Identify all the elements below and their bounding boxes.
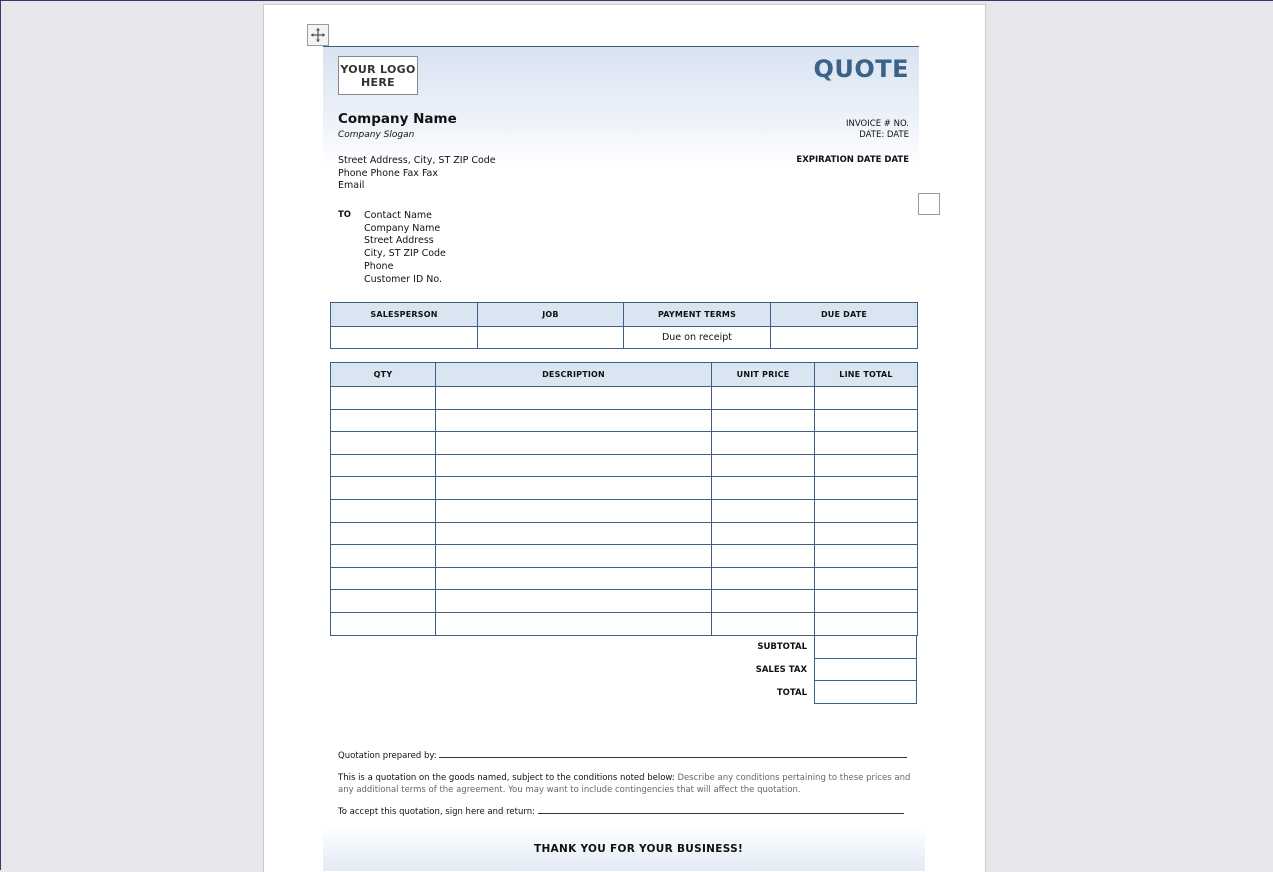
table-row: [331, 545, 918, 568]
qty-cell[interactable]: [331, 522, 436, 545]
qty-cell[interactable]: [331, 590, 436, 613]
unit-price-header: UNIT PRICE: [712, 363, 815, 387]
qty-cell[interactable]: [331, 499, 436, 522]
job-info-table: [330, 302, 918, 349]
prepared-by-line[interactable]: Quotation prepared by:: [338, 751, 907, 761]
salesperson-header: SALESPERSON: [331, 303, 478, 327]
unit-price-cell[interactable]: [712, 454, 815, 477]
company-name[interactable]: Company Name: [338, 111, 457, 127]
sales-tax-label: SALES TAX: [755, 665, 807, 675]
total-cell[interactable]: [815, 681, 917, 704]
to-label: TO: [338, 210, 352, 220]
thank-you-message: THANK YOU FOR YOUR BUSINESS!: [534, 843, 744, 855]
expiration-date[interactable]: EXPIRATION DATE DATE: [796, 155, 909, 165]
to-phone[interactable]: Phone: [364, 261, 394, 272]
line-total-cell[interactable]: [815, 522, 918, 545]
prepared-by-signature-line[interactable]: [439, 757, 907, 758]
qty-cell[interactable]: [331, 477, 436, 500]
salesperson-cell[interactable]: [331, 327, 478, 349]
total-label: TOTAL: [776, 688, 807, 698]
sales-tax-cell[interactable]: [815, 658, 917, 681]
accept-signature-line[interactable]: [538, 813, 904, 814]
table-row: [331, 567, 918, 590]
due-date-cell[interactable]: [771, 327, 918, 349]
conditions-detail[interactable]: Describe any conditions pertaining to these prices and: [677, 773, 911, 783]
totals-table: [814, 635, 917, 704]
line-total-cell[interactable]: [815, 499, 918, 522]
unit-price-cell[interactable]: [712, 522, 815, 545]
line-total-header: LINE TOTAL: [815, 363, 918, 387]
company-phone-fax[interactable]: Phone Phone Fax Fax: [338, 168, 438, 179]
subtotal-cell[interactable]: [815, 636, 917, 659]
description-cell[interactable]: [436, 477, 712, 500]
description-cell[interactable]: [436, 432, 712, 455]
to-street-address[interactable]: Street Address: [364, 235, 434, 246]
description-cell[interactable]: [436, 522, 712, 545]
unit-price-cell[interactable]: [712, 499, 815, 522]
unit-price-cell[interactable]: [712, 477, 815, 500]
company-email[interactable]: Email: [338, 180, 365, 191]
table-row: [331, 590, 918, 613]
description-cell[interactable]: [436, 612, 712, 635]
unit-price-cell[interactable]: [712, 387, 815, 410]
payment-terms-header: PAYMENT TERMS: [624, 303, 771, 327]
qty-cell[interactable]: [331, 432, 436, 455]
to-city-state-zip[interactable]: City, ST ZIP Code: [364, 248, 446, 259]
company-slogan[interactable]: Company Slogan: [338, 130, 415, 140]
line-total-cell[interactable]: [815, 454, 918, 477]
line-total-cell[interactable]: [815, 567, 918, 590]
unit-price-cell[interactable]: [712, 545, 815, 568]
qty-cell[interactable]: [331, 612, 436, 635]
qty-cell[interactable]: [331, 387, 436, 410]
payment-terms-cell[interactable]: Due on receipt: [624, 327, 771, 349]
line-total-cell[interactable]: [815, 477, 918, 500]
qty-cell[interactable]: [331, 545, 436, 568]
description-cell[interactable]: [436, 545, 712, 568]
table-row: [331, 454, 918, 477]
unit-price-cell[interactable]: [712, 432, 815, 455]
line-total-cell[interactable]: [815, 387, 918, 410]
unit-price-cell[interactable]: [712, 567, 815, 590]
qty-cell[interactable]: [331, 454, 436, 477]
description-cell[interactable]: [436, 567, 712, 590]
line-total-cell[interactable]: [815, 545, 918, 568]
accept-line[interactable]: To accept this quotation, sign here and return:: [338, 807, 904, 817]
qty-header: QTY: [331, 363, 436, 387]
qty-cell[interactable]: [331, 567, 436, 590]
conditions-line-1: This is a quotation on the goods named, subject to the conditions noted below: Describe any conditions pertaining to these prices and: [338, 773, 911, 783]
unit-price-cell[interactable]: [712, 409, 815, 432]
table-row: [331, 432, 918, 455]
to-contact-name[interactable]: Contact Name: [364, 210, 433, 221]
logo-placeholder[interactable]: YOUR LOGO HERE: [338, 56, 418, 95]
table-row: [331, 522, 918, 545]
table-move-handle-icon[interactable]: [307, 24, 329, 46]
description-cell[interactable]: [436, 409, 712, 432]
to-customer-id[interactable]: Customer ID No.: [364, 274, 443, 285]
line-total-cell[interactable]: [815, 612, 918, 635]
due-date-header: DUE DATE: [771, 303, 918, 327]
line-total-cell[interactable]: [815, 590, 918, 613]
company-address[interactable]: Street Address, City, ST ZIP Code: [338, 155, 496, 166]
line-items-body: [331, 387, 918, 636]
quote-date[interactable]: DATE: DATE: [859, 130, 909, 140]
invoice-number[interactable]: INVOICE # NO.: [846, 119, 909, 129]
line-total-cell[interactable]: [815, 409, 918, 432]
conditions-line-2[interactable]: any additional terms of the agreement. You may want to include contingencies that will affect the quotation.: [338, 785, 801, 795]
table-row: [331, 477, 918, 500]
description-cell[interactable]: [436, 499, 712, 522]
description-cell[interactable]: [436, 454, 712, 477]
to-company-name[interactable]: Company Name: [364, 223, 441, 234]
subtotal-label: SUBTOTAL: [757, 642, 807, 652]
table-row: [331, 409, 918, 432]
job-header: JOB: [478, 303, 624, 327]
document-title: QUOTE: [813, 55, 909, 83]
qty-cell[interactable]: [331, 409, 436, 432]
line-total-cell[interactable]: [815, 432, 918, 455]
unit-price-cell[interactable]: [712, 612, 815, 635]
line-items-table: [330, 362, 918, 636]
job-cell[interactable]: [478, 327, 624, 349]
unit-price-cell[interactable]: [712, 590, 815, 613]
table-row: [331, 499, 918, 522]
content-control-box[interactable]: [918, 193, 940, 215]
description-cell[interactable]: [436, 387, 712, 410]
table-row: [331, 612, 918, 635]
table-row: [331, 387, 918, 410]
description-header: DESCRIPTION: [436, 363, 712, 387]
description-cell[interactable]: [436, 590, 712, 613]
